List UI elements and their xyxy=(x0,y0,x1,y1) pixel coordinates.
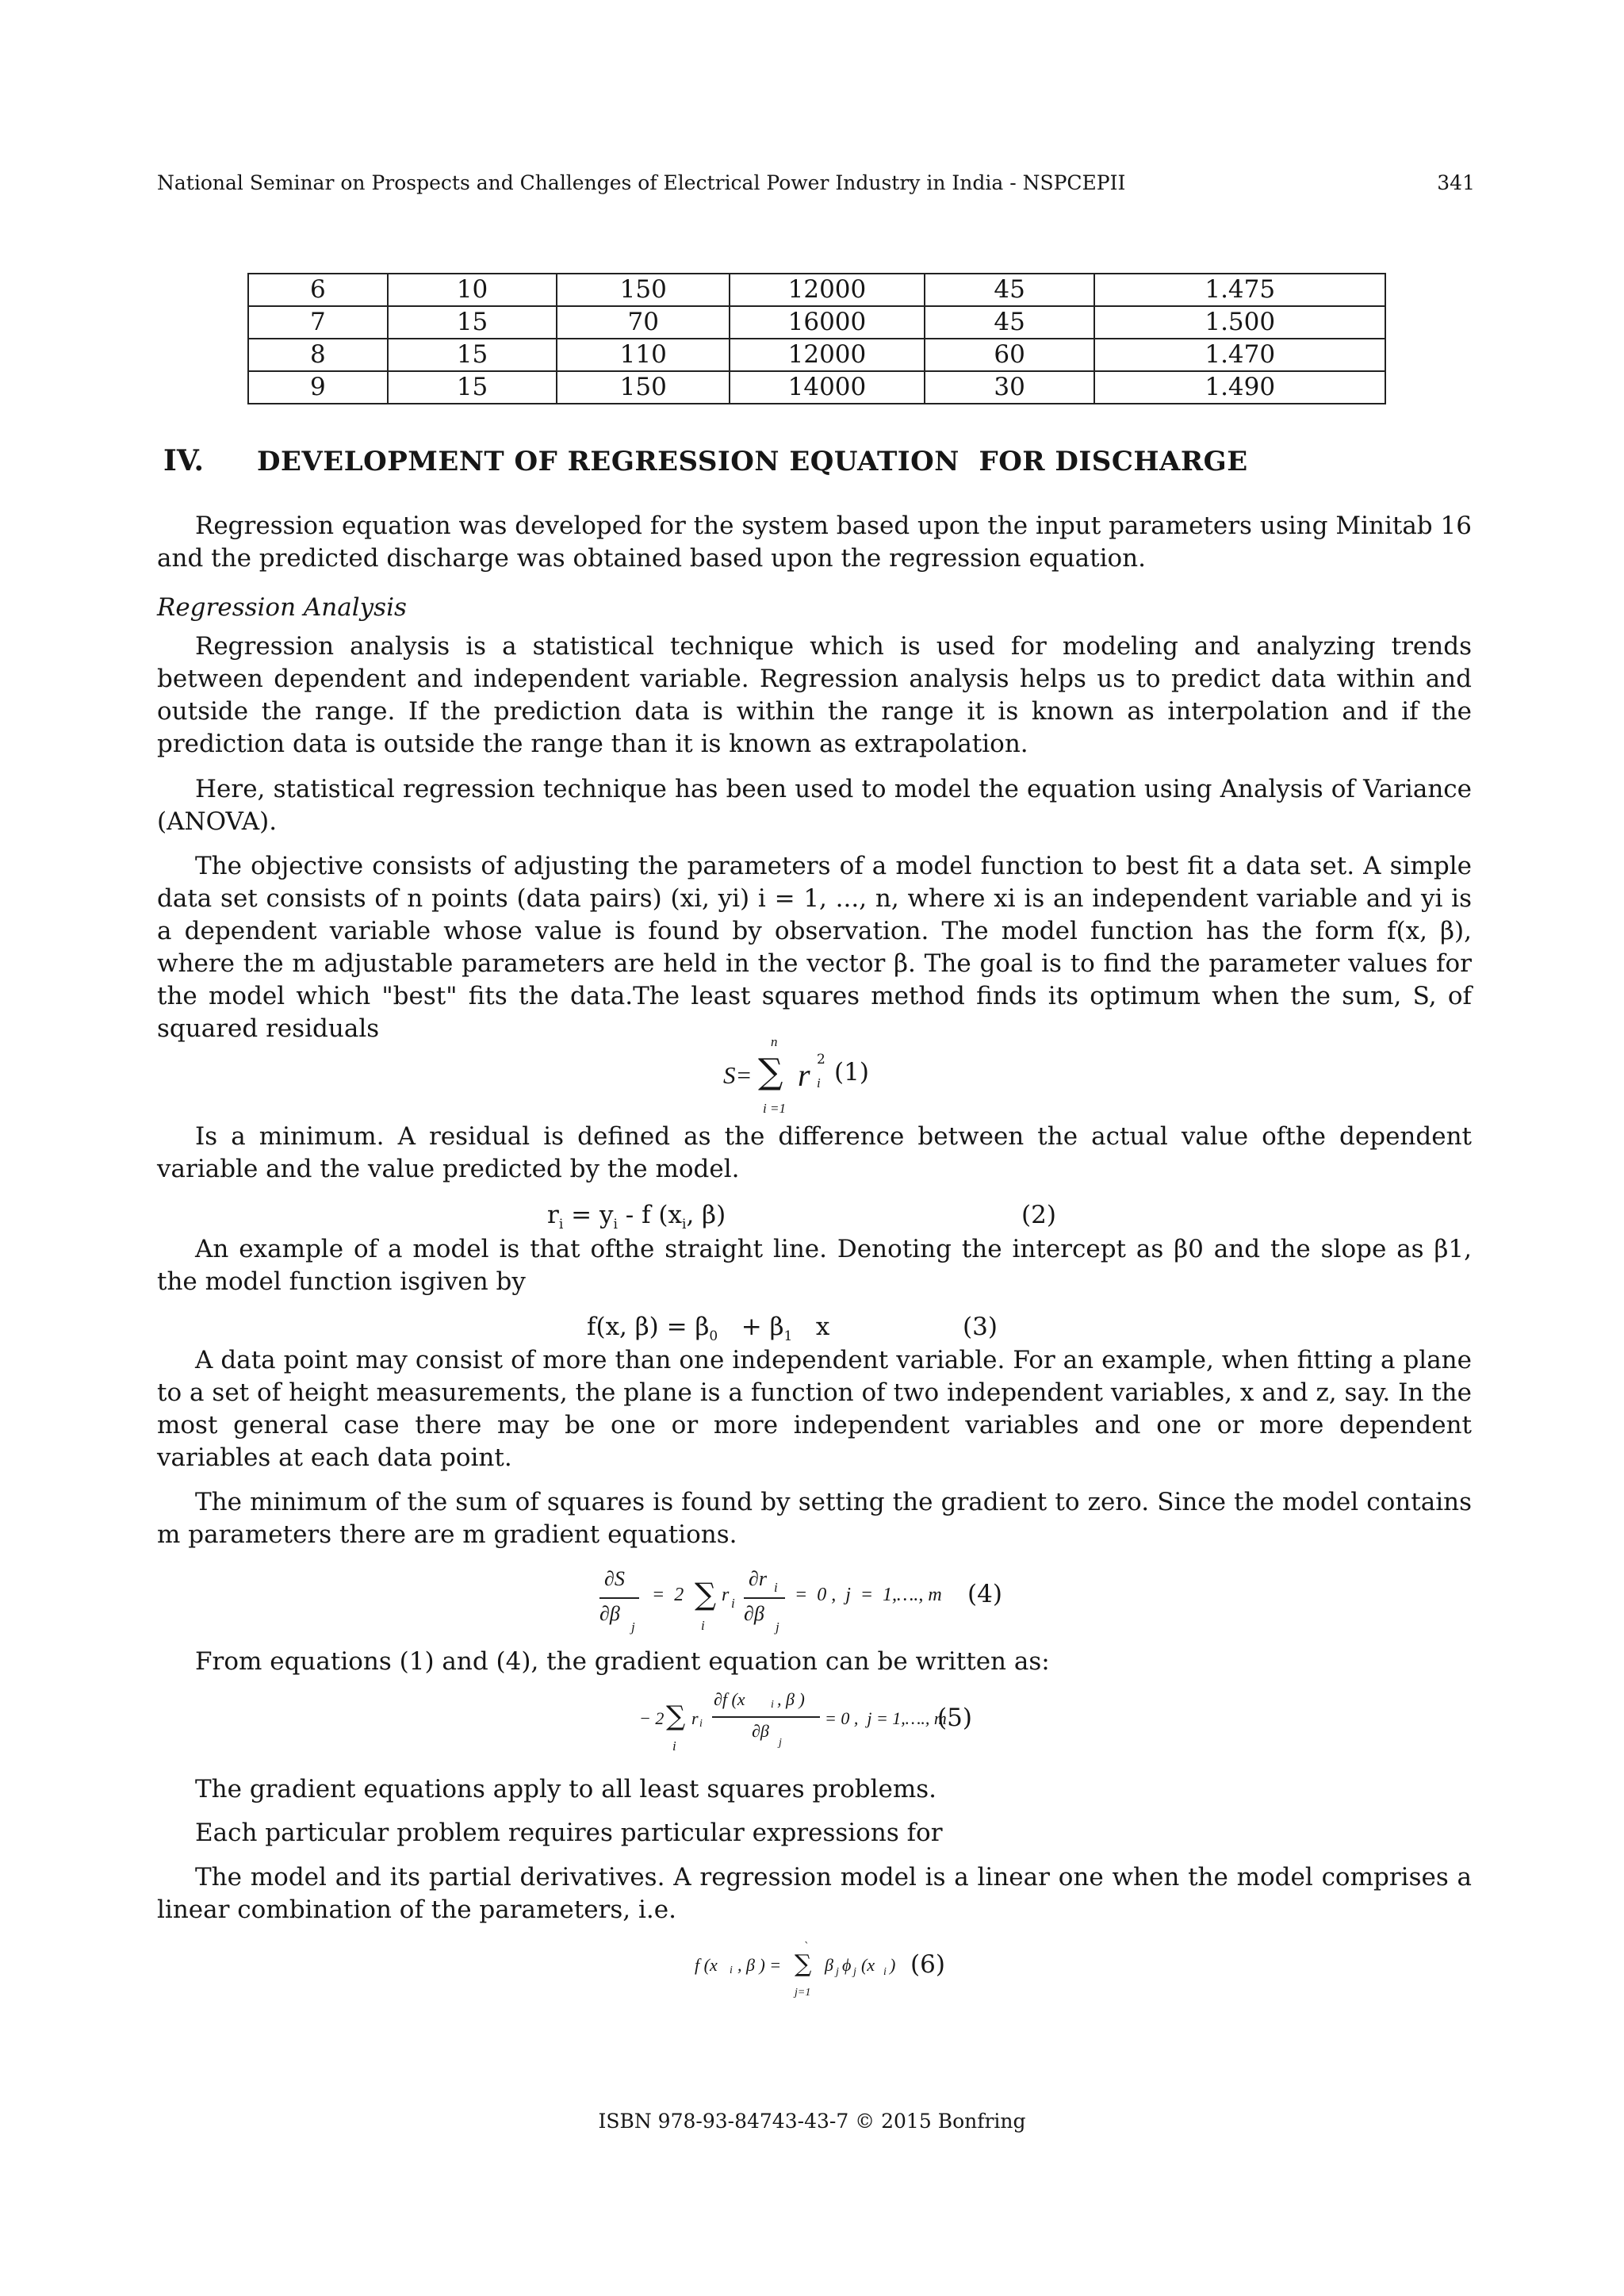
table-cell: 14000 xyxy=(730,371,925,404)
paragraph-8: The minimum of the sum of squares is found by setting the gradient to zero. Since the model contains m parameters there are m gradient equations. xyxy=(157,1488,1472,1549)
table-cell: 15 xyxy=(388,339,557,371)
paragraph-5: Is a minimum. A residual is defined as the difference between the actual value ofthe dependent variable and the value predicted by the model. xyxy=(157,1122,1472,1183)
table-cell: 1.490 xyxy=(1094,371,1385,404)
eq1-sub: i xyxy=(817,1075,821,1091)
table-row xyxy=(248,339,1385,371)
table-cell: 10 xyxy=(388,274,557,306)
table-row xyxy=(248,371,1385,404)
eq1-lower: i =1 xyxy=(763,1101,786,1116)
eq1-upper: n xyxy=(771,1034,778,1049)
equation-3-label: (3) xyxy=(963,1313,998,1341)
table-cell: 30 xyxy=(925,371,1095,404)
eq5-num: ∂f (x xyxy=(714,1689,745,1709)
eq4-r: r xyxy=(722,1585,730,1605)
running-header: National Seminar on Prospects and Challenges of Electrical Power Industry in India - NSPCEPII xyxy=(157,171,1126,194)
equation-4 xyxy=(596,1567,1002,1646)
equation-3 xyxy=(587,1313,829,1344)
table-cell: 1.500 xyxy=(1094,306,1385,339)
table-cell: 12000 xyxy=(730,339,925,371)
data-table xyxy=(247,273,1386,404)
eq2-r: r xyxy=(547,1201,559,1229)
eq6-beta-sub: j xyxy=(836,1966,839,1978)
paragraph-11: Each particular problem requires particular expressions for xyxy=(195,1819,943,1847)
eq6-sum-lower: j=1 xyxy=(795,1987,811,1999)
section-title-text: DEVELOPMENT OF REGRESSION EQUATION FOR DISCHARGE xyxy=(257,446,1248,477)
paragraph-3: Here, statistical regression technique has been used to model the equation using Analysis of Variance (ANOVA). xyxy=(157,775,1472,836)
eq3-mid: + β xyxy=(718,1313,784,1341)
equation-6 xyxy=(695,1941,964,2026)
equation-1 xyxy=(723,1034,914,1120)
eq6-lhs-tail: , β ) = xyxy=(737,1955,786,1975)
eq4-r-sub: i xyxy=(731,1596,735,1611)
eq4-num2-sub: i xyxy=(774,1580,778,1595)
table-cell: 150 xyxy=(557,371,730,404)
paragraph-2: Regression analysis is a statistical technique which is used for modeling and analyzing trends between dependent and independent variable. Regression analysis helps us to predict data within and outside the range. If the prediction data is within the range it is known as interpolation and if the prediction data is outside the range than it is known as extrapolation. xyxy=(157,632,1472,758)
table-cell: 45 xyxy=(925,306,1095,339)
subheading-regression-analysis: Regression Analysis xyxy=(157,593,407,622)
table-cell: 15 xyxy=(388,306,557,339)
eq6-phi-sub: j xyxy=(853,1966,856,1978)
eq6-phi: ϕ xyxy=(842,1955,852,1975)
eq4-den1-sub: j xyxy=(631,1619,635,1635)
eq4-fraction-bar-2 xyxy=(744,1597,785,1599)
eq5-r: r xyxy=(691,1708,699,1728)
eq6-arg-sub: i xyxy=(883,1966,887,1978)
eq6-sum-symbol: ∑ xyxy=(795,1950,812,1978)
eq5-den: ∂β xyxy=(752,1721,769,1741)
table-cell: 6 xyxy=(248,274,388,306)
table-cell: 9 xyxy=(248,371,388,404)
eq5-sum-sub: i xyxy=(672,1738,676,1754)
eq4-num1: ∂S xyxy=(604,1567,625,1590)
eq3-lhs: f(x, β) = β xyxy=(587,1313,710,1341)
paragraph-7: A data point may consist of more than one independent variable. For an example, when fitting a plane to a set of height measurements, the plane is a function of two independent variables, x and z, say. In the most general case there may be one or more independent variables and one or more dependent variables at each data point. xyxy=(157,1346,1472,1472)
eq4-label: (4) xyxy=(967,1580,1002,1608)
paragraph-6: An example of a model is that ofthe straight line. Denoting the intercept as β0 and the slope as β1, the model function isgiven by xyxy=(157,1235,1472,1296)
eq2-eq: = y xyxy=(563,1201,614,1229)
table-cell: 7 xyxy=(248,306,388,339)
page-number: 341 xyxy=(1437,171,1475,194)
eq2-sub2: i xyxy=(613,1217,618,1233)
section-title xyxy=(257,446,1248,477)
eq2-tail: , β) xyxy=(686,1201,726,1229)
table-cell: 110 xyxy=(557,339,730,371)
eq1-sup: 2 xyxy=(817,1052,825,1068)
eq3-sub0: 0 xyxy=(709,1328,718,1345)
table-cell: 1.475 xyxy=(1094,274,1385,306)
eq6-lhs: f (x xyxy=(695,1955,718,1975)
eq3-sub1: 1 xyxy=(783,1328,793,1345)
table-row xyxy=(248,274,1385,306)
table-row xyxy=(248,306,1385,339)
paragraph-4: The objective consists of adjusting the parameters of a model function to best fit a data set. A simple data set consists of n points (data pairs) (xi, yi) i = 1, ..., n, where xi is an independent variable and yi is a dependent variable whose value is found by observation. The model function has the form f(x, β), where the m adjustable parameters are held in the vector β. The goal is to find the parameter values for the model which "best" fits the data.The least squares method finds its optimum when the sum, S, of squared residuals xyxy=(157,852,1472,1043)
footer-isbn: ISBN 978-93-84743-43-7 © 2015 Bonfring xyxy=(598,2110,1026,2133)
paragraph-1: Regression equation was developed for the system based upon the input parameters using Minitab 16 and the predicted discharge was obtained based upon the regression equation. xyxy=(157,512,1472,573)
eq5-num-sub: i xyxy=(771,1699,774,1711)
eq4-den1: ∂β xyxy=(599,1602,620,1625)
eq4-den2: ∂β xyxy=(744,1602,764,1625)
eq6-label: (6) xyxy=(910,1950,945,1979)
eq4-fraction-bar-1 xyxy=(599,1597,639,1599)
eq3-tail: x xyxy=(792,1313,830,1341)
eq5-lead: − 2 xyxy=(639,1708,665,1728)
eq6-arg: (x xyxy=(861,1955,875,1975)
table-cell: 1.470 xyxy=(1094,339,1385,371)
paragraph-9: From equations (1) and (4), the gradient equation can be written as: xyxy=(195,1647,1050,1676)
eq6-beta: β xyxy=(825,1955,833,1975)
eq2-rest: - f (x xyxy=(617,1201,682,1229)
section-heading xyxy=(163,444,1248,477)
eq1-sum-symbol: ∑ xyxy=(758,1052,783,1092)
table-cell: 150 xyxy=(557,274,730,306)
eq6-lhs-sub: i xyxy=(730,1964,733,1976)
eq5-label: (5) xyxy=(937,1704,972,1732)
eq4-sum-sub: i xyxy=(701,1618,705,1633)
eq5-fraction-bar xyxy=(712,1716,820,1718)
table-cell: 12000 xyxy=(730,274,925,306)
eq4-tail: = 0 , j = 1,…., m xyxy=(795,1585,942,1605)
eq4-mid: = 2 xyxy=(652,1585,684,1605)
equation-2-label: (2) xyxy=(1021,1201,1056,1229)
eq1-var: r xyxy=(798,1057,810,1093)
eq4-den2-sub: j xyxy=(776,1619,779,1635)
equation-2 xyxy=(547,1201,726,1232)
eq2-sub3: i xyxy=(682,1217,687,1233)
eq1-label: (1) xyxy=(834,1058,869,1087)
equation-5 xyxy=(639,1689,988,1769)
table-body xyxy=(248,274,1385,404)
eq4-sum-symbol: ∑ xyxy=(695,1577,717,1612)
eq2-sub: i xyxy=(558,1217,564,1233)
eq5-num-tail: , β ) xyxy=(777,1689,805,1709)
eq6-arg-tail: ) xyxy=(890,1955,896,1975)
table-cell: 8 xyxy=(248,339,388,371)
paragraph-10: The gradient equations apply to all least squares problems. xyxy=(195,1775,937,1803)
table-cell: 70 xyxy=(557,306,730,339)
eq5-den-sub: j xyxy=(779,1737,782,1749)
eq5-tail: = 0 , j = 1,…., m xyxy=(825,1708,947,1728)
eq1-lhs: S= xyxy=(723,1061,753,1089)
eq4-num2: ∂r xyxy=(749,1567,767,1590)
eq5-sum-symbol: ∑ xyxy=(666,1700,686,1732)
section-number: IV. xyxy=(163,444,205,477)
paragraph-12: The model and its partial derivatives. A regression model is a linear one when the model comprises a linear combination of the parameters, i.e. xyxy=(157,1863,1472,1924)
table-cell: 16000 xyxy=(730,306,925,339)
eq5-r-sub: i xyxy=(699,1718,703,1730)
table-cell: 60 xyxy=(925,339,1095,371)
eq6-sum-upper: ` xyxy=(804,1941,810,1953)
table-cell: 45 xyxy=(925,274,1095,306)
table-cell: 15 xyxy=(388,371,557,404)
